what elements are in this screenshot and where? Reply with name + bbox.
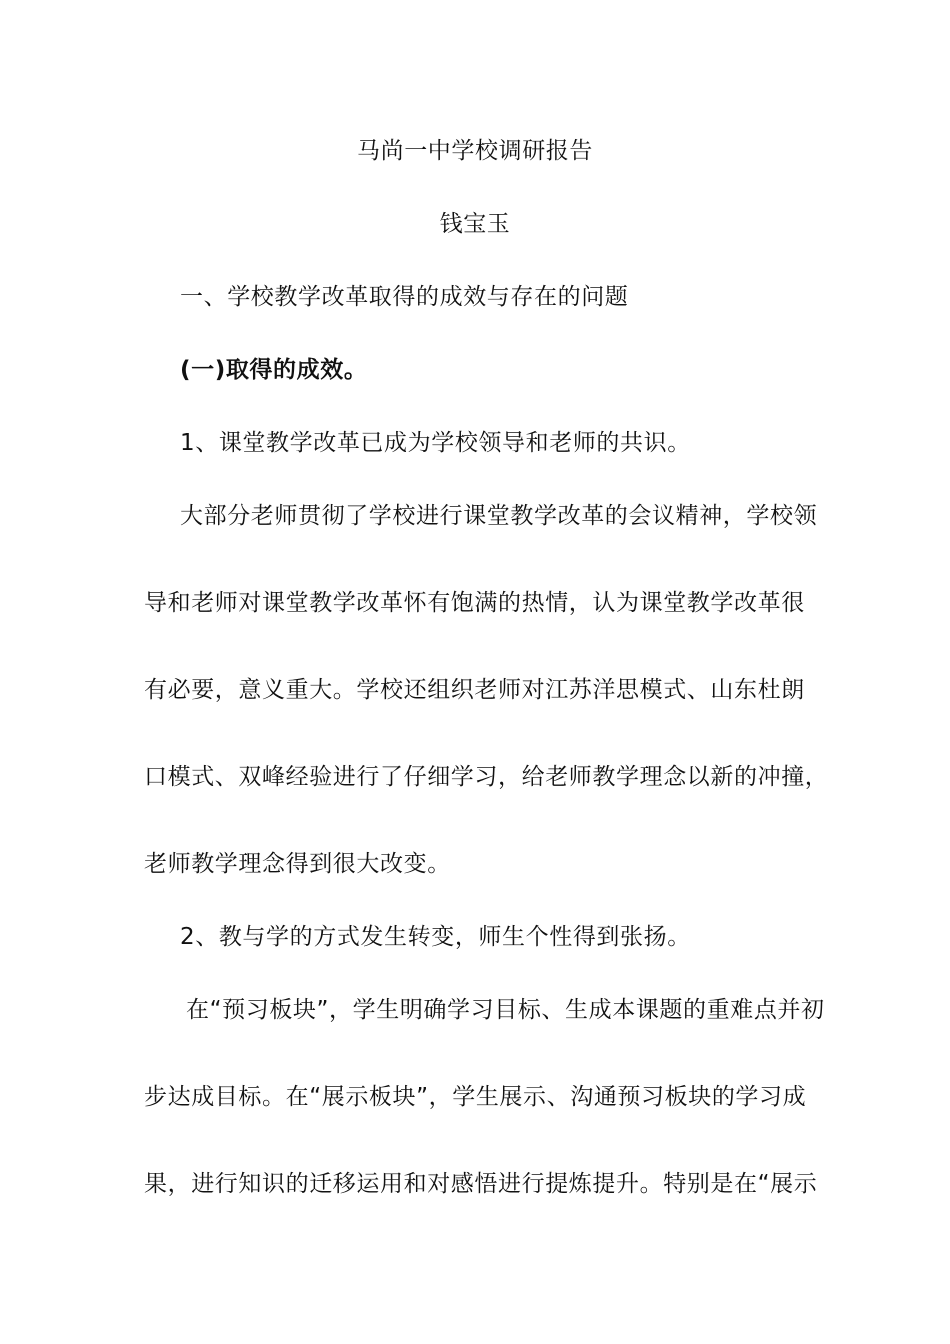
paragraph-line: 步达成目标。在“展示板块”，学生展示、沟通预习板块的学习成 [144,1084,807,1110]
paragraph-line: 有必要，意义重大。学校还组织老师对江苏洋思模式、山东杜朗 [144,677,805,703]
paragraph-line: 导和老师对课堂教学改革怀有饱满的热情，认为课堂教学改革很 [144,590,805,616]
section-heading: 一、学校教学改革取得的成效与存在的问题 [180,284,629,310]
paragraph-line: 大部分老师贯彻了学校进行课堂教学改革的会议精神，学校领 [180,503,818,529]
paragraph-line: 老师教学理念得到很大改变。 [144,851,451,877]
document-author: 钱宝玉 [439,211,511,237]
paragraph-line: 在“预习板块”，学生明确学习目标、生成本课题的重难点并初 [186,997,825,1023]
subsection-heading: (一)取得的成效。 [180,357,368,383]
paragraph-line: 果，进行知识的迁移运用和对感悟进行提炼提升。特别是在“展示 [144,1171,818,1197]
point2-heading: 2、教与学的方式发生转变，师生个性得到张扬。 [180,924,691,950]
point1-heading: 1、课堂教学改革已成为学校领导和老师的共识。 [180,430,691,456]
document-title: 马尚一中学校调研报告 [357,138,593,164]
paragraph-line: 口模式、双峰经验进行了仔细学习，给老师教学理念以新的冲撞， [144,764,829,790]
